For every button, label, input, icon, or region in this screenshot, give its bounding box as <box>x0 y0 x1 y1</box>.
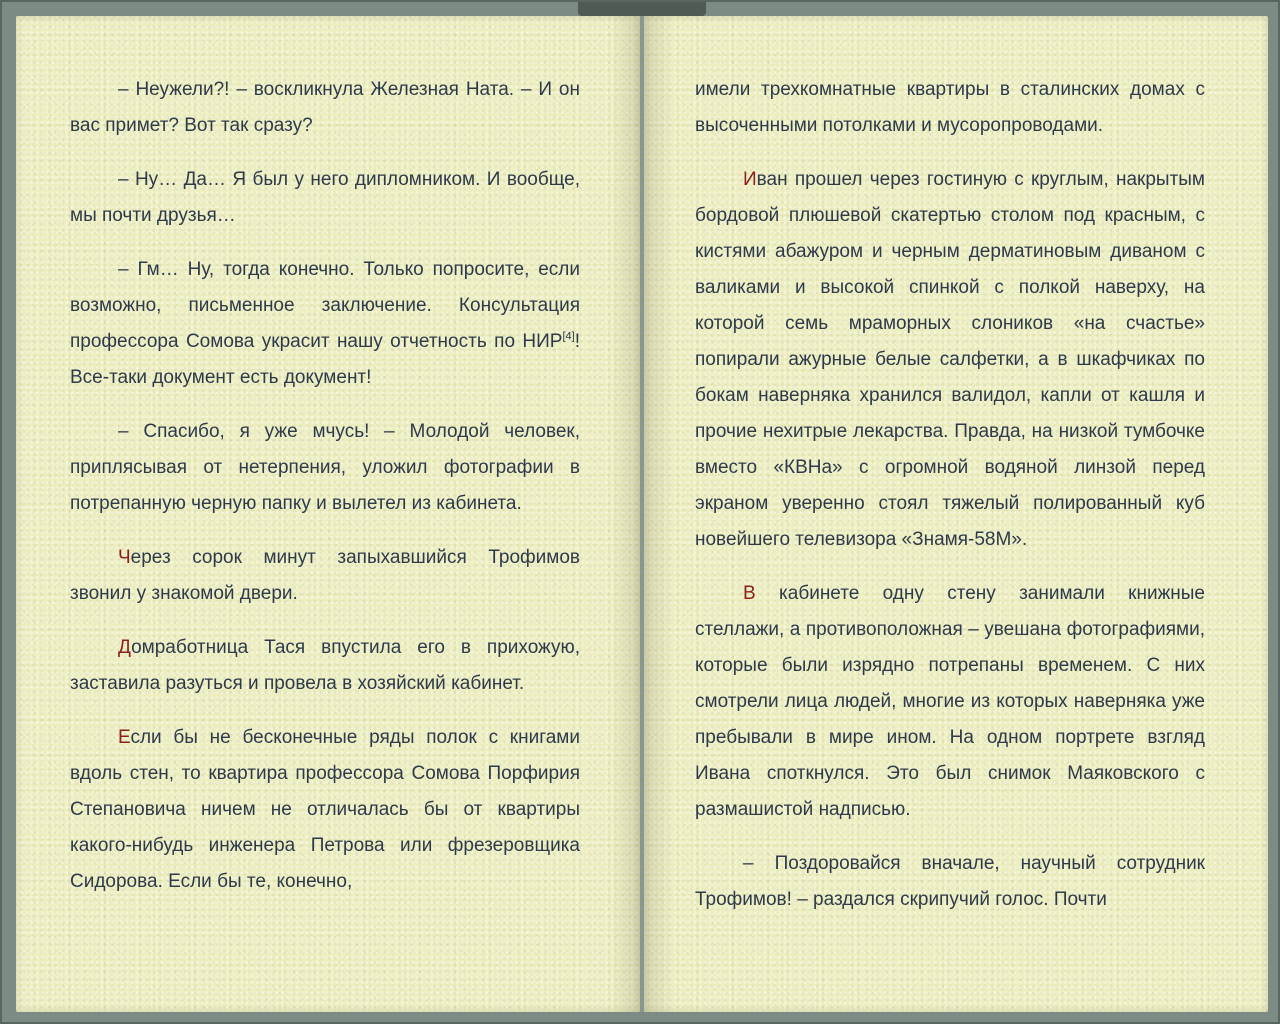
paragraph <box>70 720 580 900</box>
paragraph-text: омработница Тася впустила его в прихожую, заставила разуться и провела в хозяйский кабинет. <box>70 637 580 694</box>
initial-letter: Ч <box>118 547 131 568</box>
paragraph-text: ерез сорок минут запыхавшийся Трофимов звонил у знакомой двери. <box>70 547 580 604</box>
left-page <box>16 16 640 1012</box>
paragraph-text: ! Все-таки документ есть документ! <box>70 331 580 388</box>
paragraph <box>70 252 580 396</box>
right-page-text <box>695 72 1205 936</box>
initial-letter: Е <box>118 727 131 748</box>
left-page-text <box>70 72 580 918</box>
paragraph-text: – Ну… Да… Я был у него дипломником. И вообще, мы почти друзья… <box>70 169 580 226</box>
paragraph-text: имели трехкомнатные квартиры в сталинских домах с высоченными потолками и мусоропроводами. <box>695 79 1205 136</box>
paragraph-text: – Спасибо, я уже мчусь! – Молодой человек, приплясывая от нетерпения, уложил фотографии в потрепанную черную папку и вылетел из кабинета. <box>70 421 580 514</box>
initial-letter: Д <box>118 637 132 658</box>
paragraph-text: – Неужели?! – воскликнула Железная Ната. – И он вас примет? Вот так сразу? <box>70 79 580 136</box>
paragraph <box>695 576 1205 828</box>
paragraph-text: – Поздоровайся вначале, научный сотрудник Трофимов! – раздался скрипучий голос. Почти <box>695 853 1205 910</box>
paragraph-text: – Гм… Ну, тогда конечно. Только попросите, если возможно, письменное заключение. Консультация профессора Сомова украсит нашу отчетность по НИР <box>70 259 580 352</box>
paragraph <box>70 162 580 234</box>
paragraph <box>695 162 1205 558</box>
paragraph <box>695 72 1205 144</box>
paragraph-text: ван прошел через гостиную с круглым, накрытым бордовой плюшевой скатертью столом под красным, с кистями абажуром и черным дерматиновым диваном с валиками и высокой спинкой с полкой наверху, на которой семь мраморных слоников «на счастье» попирали ажурные белые салфетки, а в шкафчиках по бокам наверняка хранился валидол, капли от кашля и прочие нехитрые лекарства. Правда, на низкой тумбочке вместо «КВНа» с огромной водяной линзой перед экраном уверенно стоял тяжелый полированный куб новейшего телевизора «Знамя-58М». <box>695 169 1205 550</box>
paragraph <box>695 846 1205 918</box>
footnote-link[interactable]: [4] <box>562 330 575 343</box>
spine-top <box>578 2 706 16</box>
paragraph-text: сли бы не бесконечные ряды полок с книгами вдоль стен, то квартира профессора Сомова Порфирия Степановича ничем не отличалась бы от квартиры какого-нибудь инженера Петрова или фрезеровщика Сидорова. Если бы те, конечно, <box>70 727 580 892</box>
paragraph <box>70 540 580 612</box>
initial-letter: И <box>743 169 757 190</box>
paragraph <box>70 72 580 144</box>
right-page <box>644 16 1268 1012</box>
paragraph <box>70 630 580 702</box>
paragraph-text: кабинете одну стену занимали книжные стеллажи, а противоположная – увешана фотографиями, которые были изрядно потрепаны временем. С них смотрели лица людей, многие из которых наверняка уже пребывали в мире ином. На одном портрете взгляд Ивана споткнулся. Это был снимок Маяковского с размашистой надписью. <box>695 583 1205 820</box>
initial-letter: В <box>743 583 756 604</box>
paragraph <box>70 414 580 522</box>
